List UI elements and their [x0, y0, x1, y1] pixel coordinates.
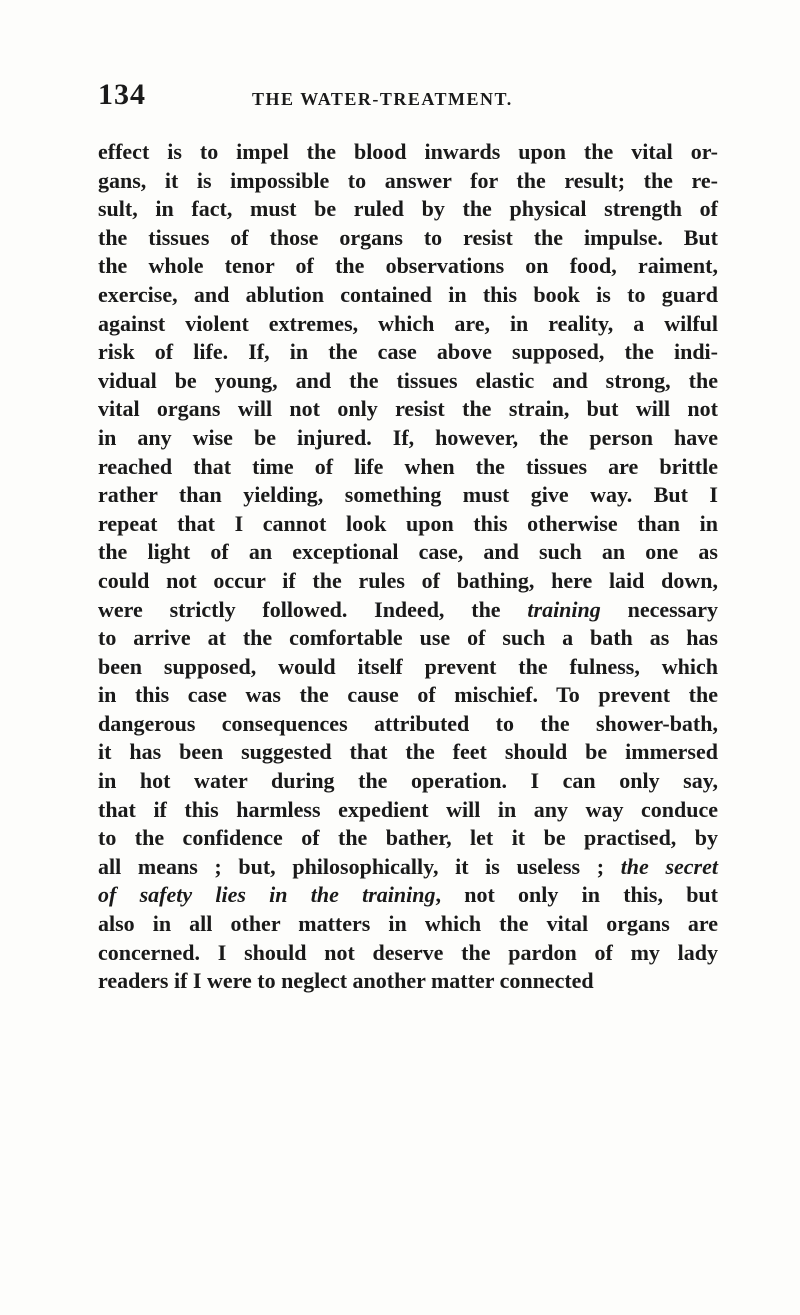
page-header — [98, 78, 708, 118]
text-line — [98, 510, 718, 539]
text-line — [98, 224, 718, 253]
text-line — [98, 653, 718, 682]
text-line — [98, 195, 718, 224]
text-run: been supposed, would itself prevent the fulness, which — [98, 653, 718, 679]
text-line — [98, 767, 718, 796]
text-line — [98, 538, 718, 567]
text-run: vidual be young, and the tissues elastic and strong, the — [98, 367, 718, 393]
text-run: dangerous consequences attributed to the shower-bath, — [98, 710, 718, 736]
text-line — [98, 796, 718, 825]
text-run: risk of life. If, in the case above supposed, the indi- — [98, 339, 718, 365]
text-line — [98, 367, 718, 396]
body-text — [98, 138, 718, 996]
text-run: to the confidence of the bather, let it be practised, by — [98, 825, 718, 851]
text-line — [98, 881, 718, 910]
text-run: all means ; but, philosophically, it is useless ; — [98, 853, 621, 879]
text-line — [98, 424, 718, 453]
text-run: repeat that I cannot look upon this otherwise than in — [98, 510, 718, 536]
text-run: in any wise be injured. If, however, the person have — [98, 424, 718, 450]
text-line — [98, 910, 718, 939]
text-run: the whole tenor of the observations on food, raiment, — [98, 253, 718, 279]
text-run: to arrive at the comfortable use of such a bath as has — [98, 625, 718, 651]
text-run: concerned. I should not deserve the pardon of my lady — [98, 939, 718, 965]
text-run: exercise, and ablution contained in this book is to guard — [98, 281, 718, 307]
text-line — [98, 252, 718, 281]
running-head: THE WATER-TREATMENT. — [252, 89, 513, 109]
text-line — [98, 596, 718, 625]
text-run: reached that time of life when the tissues are brittle — [98, 453, 718, 479]
text-line — [98, 624, 718, 653]
text-run: effect is to impel the blood inwards upon the vital or- — [98, 139, 718, 164]
text-run: readers if I were to neglect another matter connected — [98, 968, 594, 994]
text-line — [98, 824, 718, 853]
text-line — [98, 138, 718, 167]
text-line — [98, 738, 718, 767]
text-line — [98, 338, 718, 367]
text-line — [98, 281, 718, 310]
text-run: necessary — [600, 596, 718, 622]
text-run: , not only in this, but — [435, 882, 718, 908]
italic-text: of safety lies in the training — [98, 882, 436, 908]
text-line — [98, 939, 718, 968]
text-run: rather than yielding, something must give way. But I — [98, 482, 718, 508]
text-run: the tissues of those organs to resist the impulse. But — [98, 224, 718, 250]
text-run: sult, in fact, must be ruled by the physical strength of — [98, 196, 718, 222]
text-run: in hot water during the operation. I can only say, — [98, 768, 718, 794]
text-run: that if this harmless expedient will in any way conduce — [98, 796, 718, 822]
text-line — [98, 567, 718, 596]
italic-text: the secret — [620, 853, 718, 879]
text-run: against violent extremes, which are, in reality, a wilful — [98, 310, 718, 336]
text-run: gans, it is impossible to answer for the result; the re- — [98, 167, 718, 193]
text-line — [98, 967, 718, 996]
italic-text: training — [527, 596, 601, 622]
text-line — [98, 453, 718, 482]
text-line — [98, 853, 718, 882]
text-line — [98, 481, 718, 510]
page-number: 134 — [98, 78, 146, 111]
text-run: it has been suggested that the feet should be immersed — [98, 739, 718, 765]
text-run: were strictly followed. Indeed, the — [98, 596, 528, 622]
text-run: in this case was the cause of mischief. To prevent the — [98, 682, 718, 708]
text-run: also in all other matters in which the vital organs are — [98, 911, 718, 937]
text-line — [98, 710, 718, 739]
text-run: the light of an exceptional case, and such an one as — [98, 539, 718, 565]
text-run: could not occur if the rules of bathing, here laid down, — [98, 567, 718, 593]
text-line — [98, 395, 718, 424]
text-line — [98, 310, 718, 339]
text-line — [98, 681, 718, 710]
text-line — [98, 167, 718, 196]
text-run: vital organs will not only resist the strain, but will not — [98, 396, 718, 422]
